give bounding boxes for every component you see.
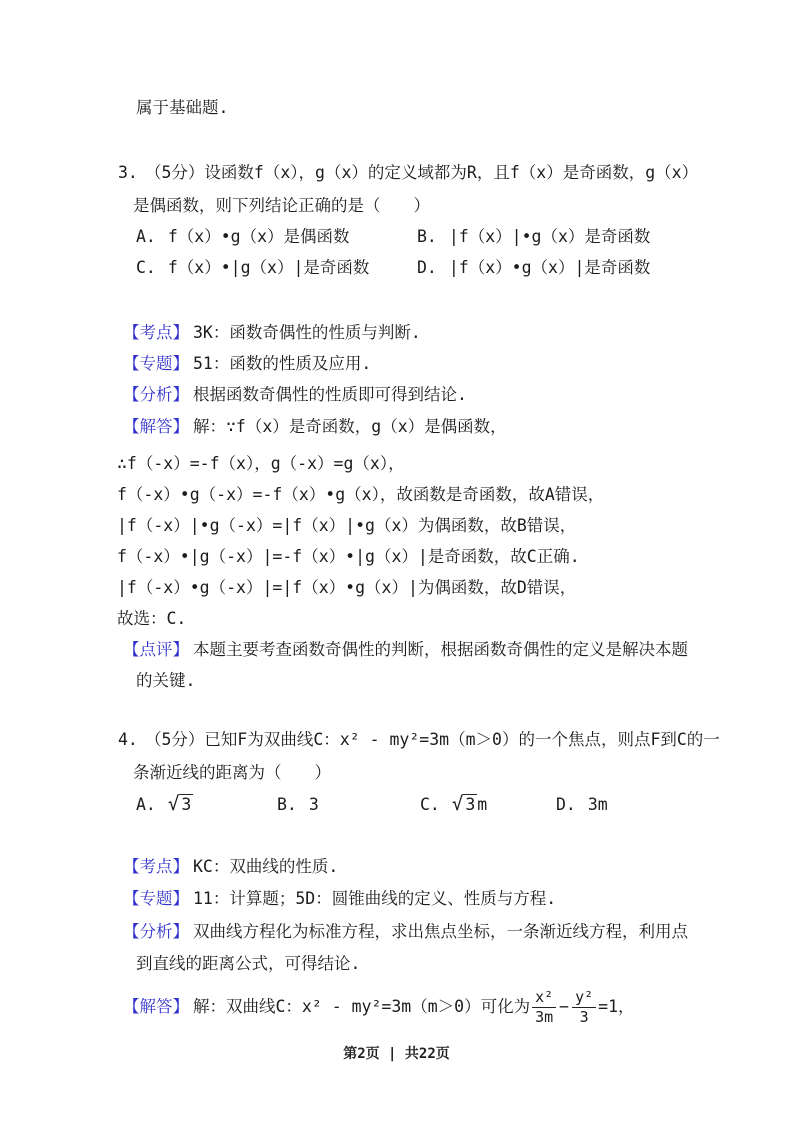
q4-zhuanti-row [0, 883, 793, 914]
q3-options-row-ab [0, 221, 793, 252]
q3-zhuanti-text: 51：函数的性质及应用. [193, 354, 372, 373]
q4-option-a [136, 789, 277, 820]
q3-option-b-label: B. [417, 227, 437, 246]
q4-fenxi-row1 [0, 916, 793, 947]
q3-kaodian-label: 【考点】 [123, 323, 189, 342]
q3-zhuanti-label: 【专题】 [123, 354, 189, 373]
page-footer-text: 第2页 | 共22页 [343, 1046, 450, 1062]
q3-dianping-line1: 本题主要考查函数奇偶性的判断，根据函数奇偶性的定义是解决本题 [193, 640, 688, 659]
q4-option-a-value: 3 [181, 795, 192, 814]
q3-dianping-row1 [0, 634, 793, 665]
q3-zhuanti-row [0, 348, 793, 379]
q4-stem-line1: （5分）已知F为双曲线C：x² - my²=3m（m＞0）的一个焦点，则点F到C的一 [145, 730, 720, 749]
q4-stem-line2: 条渐近线的距离为（ ） [133, 763, 331, 782]
q3-jieda-row [0, 411, 793, 442]
sqrt-sign: √ [451, 793, 464, 815]
q3-step-4: f（-x）•|g（-x）|=-f（x）•|g（x）|是奇函数，故C正确. [117, 547, 580, 566]
q4-option-b-label: B. [277, 795, 297, 814]
q3-option-a [136, 221, 417, 252]
q4-stem-row1 [0, 724, 793, 755]
q4-jieda-row [0, 979, 793, 1035]
q3-kaodian-text: 3K：函数奇偶性的性质与判断. [193, 323, 421, 342]
q3-option-d-text: |f（x）•g（x）|是奇函数 [448, 258, 651, 277]
q3-fenxi-text: 根据函数奇偶性的性质即可得到结论. [193, 385, 467, 404]
q3-option-a-label: A. [136, 227, 156, 246]
q3-dianping-label: 【点评】 [123, 640, 189, 659]
q3-option-c [136, 252, 417, 283]
q4-option-b-value: 3 [308, 795, 319, 814]
q4-option-d-value: 3m [587, 795, 608, 814]
q3-step-3: |f（-x）|•g（-x）=|f（x）|•g（x）为偶函数，故B错误， [117, 516, 577, 535]
q3-option-d-label: D. [417, 258, 437, 277]
q3-dianping-line2: 的关键. [136, 671, 196, 690]
q3-fenxi-label: 【分析】 [123, 385, 189, 404]
q4-option-d [556, 795, 608, 814]
q3-stem-line1: （5分）设函数f（x），g（x）的定义域都为R，且f（x）是奇函数，g（x） [145, 163, 699, 182]
q3-stem-line2: 是偶函数，则下列结论正确的是（ ） [133, 196, 430, 215]
q4-kaodian-text: KC：双曲线的性质. [193, 857, 339, 876]
q4-zhuanti-label: 【专题】 [123, 889, 189, 908]
q4-fenxi-line1: 双曲线方程化为标准方程，求出焦点坐标，一条渐近线方程，利用点 [193, 922, 688, 941]
fraction-x2-over-3m [532, 988, 556, 1027]
q3-fenxi-row [0, 379, 793, 410]
q3-option-d [417, 258, 650, 277]
q3-jieda-label: 【解答】 [123, 417, 189, 436]
q4-option-a-radical [168, 789, 193, 820]
q4-number: 4. [118, 730, 138, 749]
q3-option-c-label: C. [136, 258, 156, 277]
fraction-numerator: x² [532, 988, 556, 1008]
q4-jieda-label: 【解答】 [123, 997, 189, 1016]
q4-stem-row2 [0, 757, 793, 788]
q4-option-c [420, 789, 556, 820]
fraction-numerator: y² [572, 988, 596, 1008]
q3-options-row-cd [0, 252, 793, 283]
q4-fenxi-line2: 到直线的距离公式，可得结论. [136, 954, 361, 973]
q3-dianping-row2 [0, 665, 793, 696]
q4-jieda-tail: =1， [598, 997, 635, 1016]
page-footer [0, 1039, 793, 1070]
q4-option-c-value: 3 [465, 795, 476, 814]
q4-fenxi-row2 [0, 948, 793, 979]
q4-option-c-label: C. [420, 795, 440, 814]
q4-kaodian-row [0, 851, 793, 882]
q3-step-1: ∴f（-x）=-f（x），g（-x）=g（x）， [117, 454, 405, 473]
q4-fenxi-label: 【分析】 [123, 922, 189, 941]
fraction-denominator: 3 [579, 1008, 589, 1026]
q4-option-c-post: m [477, 795, 488, 814]
q3-option-a-text: f（x）•g（x）是偶函数 [167, 227, 350, 246]
q3-step-5: |f（-x）•g（-x）|=|f（x）•g（x）|为偶函数，故D错误， [117, 578, 577, 597]
q4-option-b [277, 789, 420, 820]
q3-kaodian-row [0, 317, 793, 348]
minus-sign: − [559, 997, 570, 1016]
q3-option-b [417, 227, 650, 246]
q3-option-b-text: |f（x）|•g（x）是奇函数 [448, 227, 651, 246]
q3-stem-row2 [0, 190, 793, 221]
q3-step-line [0, 448, 793, 479]
q4-options-row [0, 789, 793, 820]
fraction-y2-over-3 [572, 988, 596, 1027]
q3-answer-text: 故选：C. [117, 609, 187, 628]
q4-option-a-label: A. [136, 795, 156, 814]
q4-jieda-pre: 解：双曲线C：x² - my²=3m（m＞0）可化为 [193, 997, 531, 1016]
q4-kaodian-label: 【考点】 [123, 857, 189, 876]
q3-step-line [0, 479, 793, 510]
q3-step-line [0, 541, 793, 572]
prev-answer-tail [0, 92, 793, 123]
q3-step-line [0, 510, 793, 541]
q3-step-2: f（-x）•g（-x）=-f（x）•g（x），故函数是奇函数，故A错误， [117, 485, 605, 504]
q3-stem-row1 [0, 157, 793, 188]
q3-answer-line [0, 603, 793, 634]
q4-option-c-radical [452, 789, 477, 820]
prev-answer-tail-text: 属于基础题. [136, 98, 229, 117]
q4-option-d-label: D. [556, 795, 576, 814]
q4-zhuanti-text: 11：计算题；5D：圆锥曲线的定义、性质与方程. [193, 889, 557, 908]
q3-option-c-text: f（x）•|g（x）|是奇函数 [167, 258, 370, 277]
fraction-denominator: 3m [535, 1008, 554, 1026]
q3-number: 3. [118, 163, 138, 182]
sqrt-sign: √ [167, 793, 180, 815]
q3-step-line [0, 572, 793, 603]
q3-jieda-text: 解：∵f（x）是奇函数，g（x）是偶函数， [193, 417, 507, 436]
